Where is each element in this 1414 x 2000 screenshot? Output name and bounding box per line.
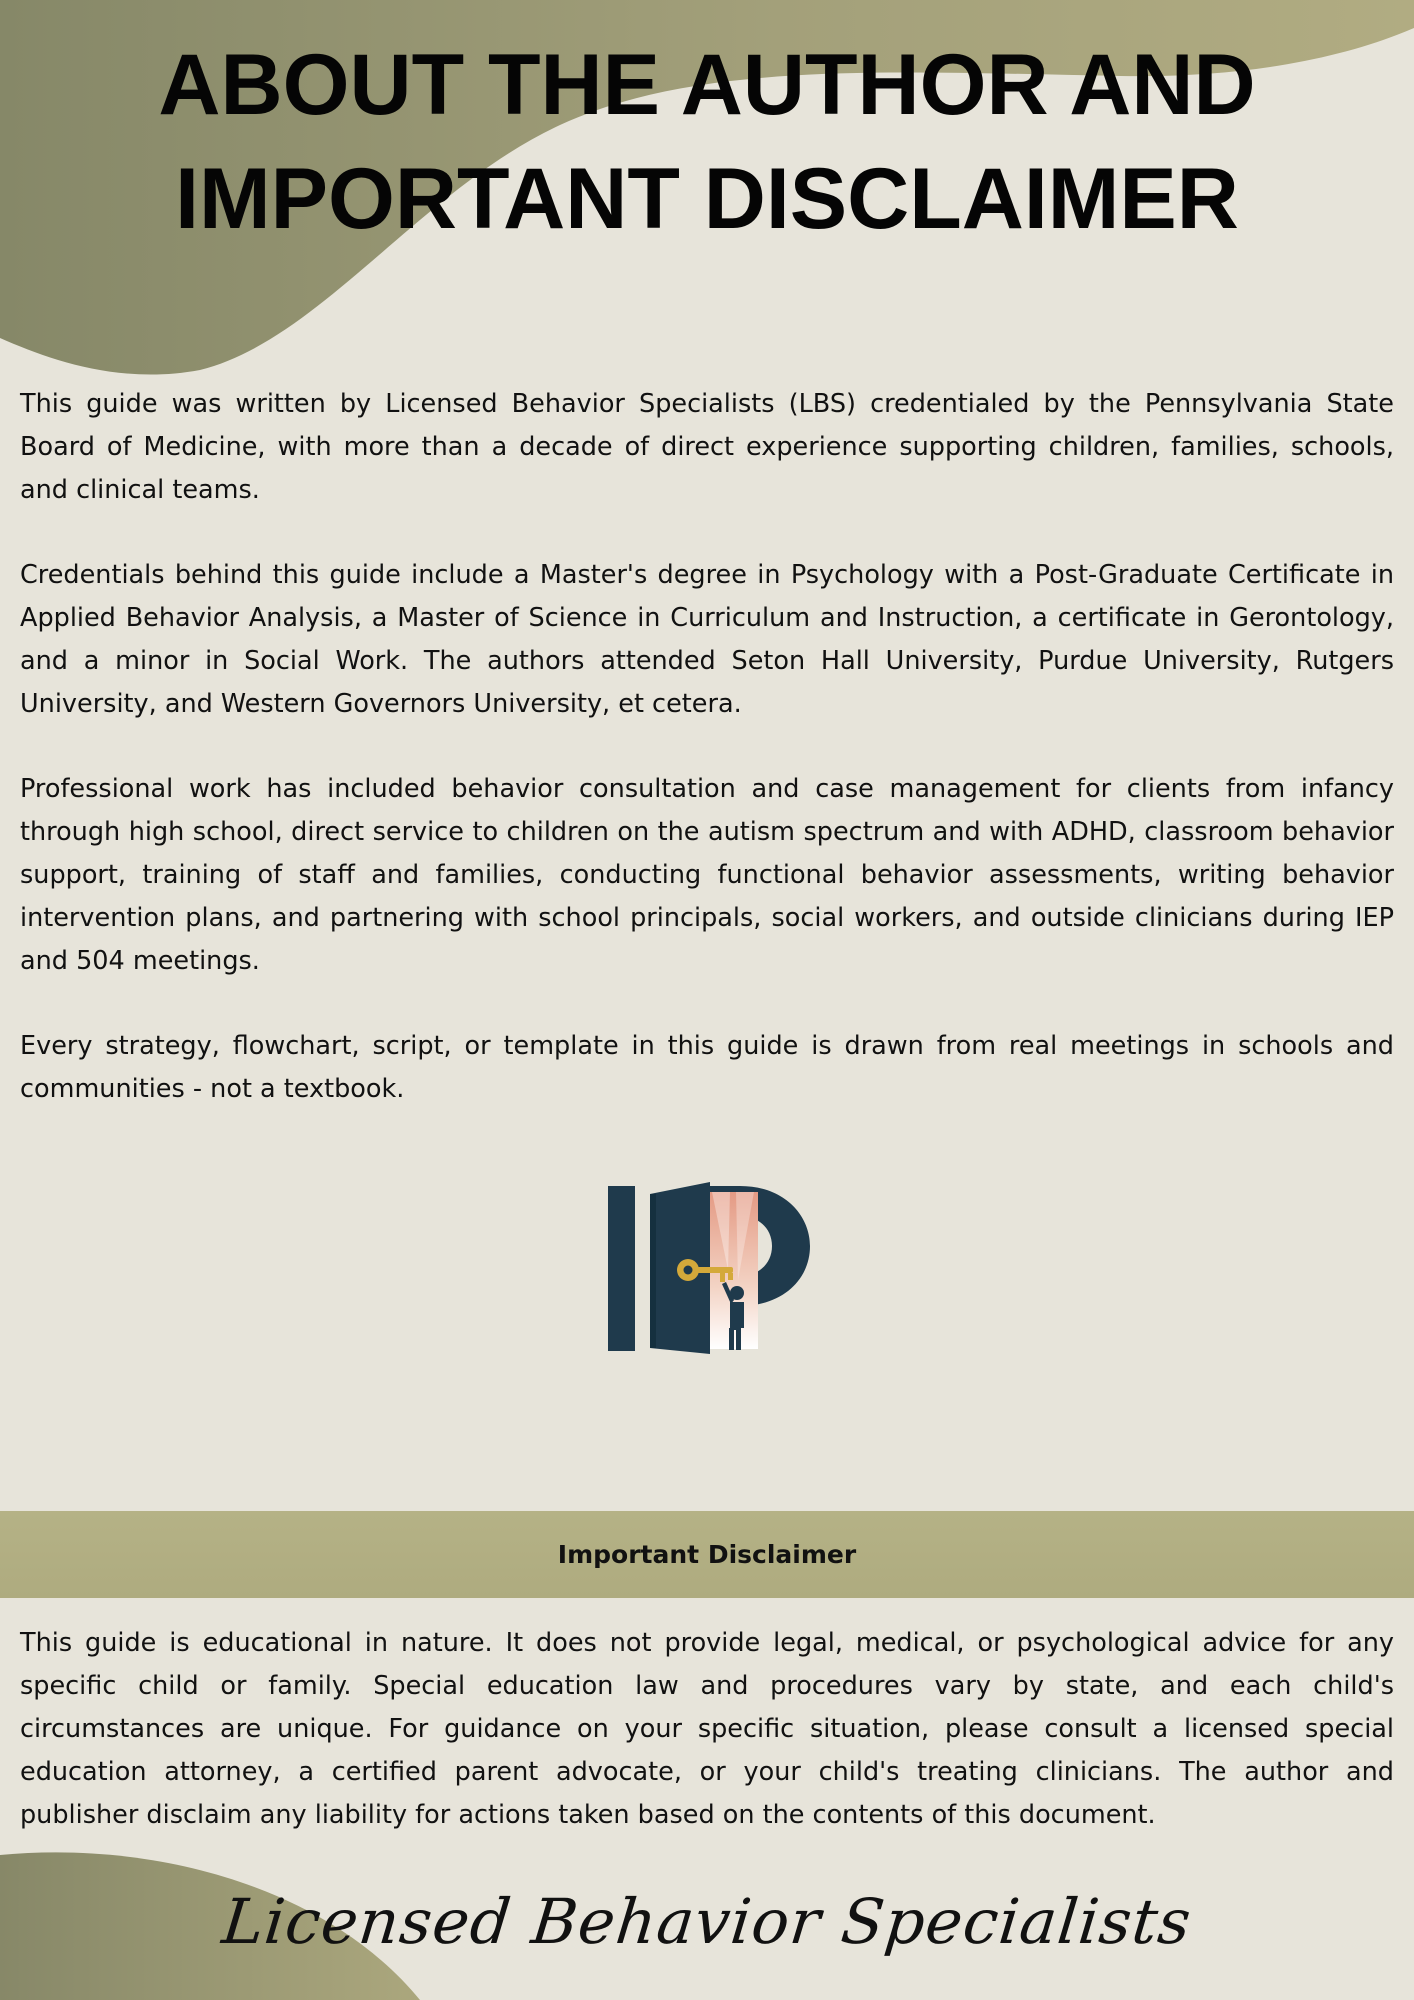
about-paragraph-2: Credentials behind this guide include a Master's degree in Psychology with a Post-Graduate Certificate in Applied Behavior Analysis, a Master of Science in Curriculum and Instruction, a certificate in Gerontology, and a minor in Social Work. The authors attended Seton Hall University, Purdue University, Rutgers University, and Western Governors University, et cetera. <box>20 560 1394 719</box>
disclaimer-header-band <box>0 1511 1414 1598</box>
page-title-line-2: IMPORTANT DISCLAIMER <box>175 151 1239 247</box>
signature: Licensed Behavior Specialists <box>218 1885 1196 1958</box>
iep-door-key-logo <box>600 1180 820 1360</box>
disclaimer-heading: Important Disclaimer <box>557 1540 857 1569</box>
page-title <box>0 28 1414 256</box>
about-paragraph-1: This guide was written by Licensed Behavior Specialists (LBS) credentialed by the Pennsylvania State Board of Medicine, with more than a decade of direct experience supporting children, families, schools, and clinical teams. <box>20 389 1394 505</box>
page-title-line-1: ABOUT THE AUTHOR AND <box>158 37 1256 133</box>
disclaimer-text: This guide is educational in nature. It does not provide legal, medical, or psychological advice for any specific child or family. Special education law and procedures vary by state, and each child's circumstances are unique. For guidance on your specific situation, please consult a licensed special education attorney, a certified parent advocate, or your child's treating clinicians. The author and publisher disclaim any liability for actions taken based on the contents of this document. <box>20 1628 1394 1830</box>
logo-letter-i <box>608 1186 635 1351</box>
about-paragraph-4: Every strategy, flowchart, script, or template in this guide is drawn from real meetings in schools and communities - not a textbook. <box>20 1031 1394 1104</box>
about-paragraph-3: Professional work has included behavior consultation and case management for clients from infancy through high school, direct service to children on the autism spectrum and with ADHD, classroom behavior support, training of staff and families, conducting functional behavior assessments, writing behavior intervention plans, and partnering with school principals, social workers, and outside clinicians during IEP and 504 meetings. <box>20 774 1394 976</box>
